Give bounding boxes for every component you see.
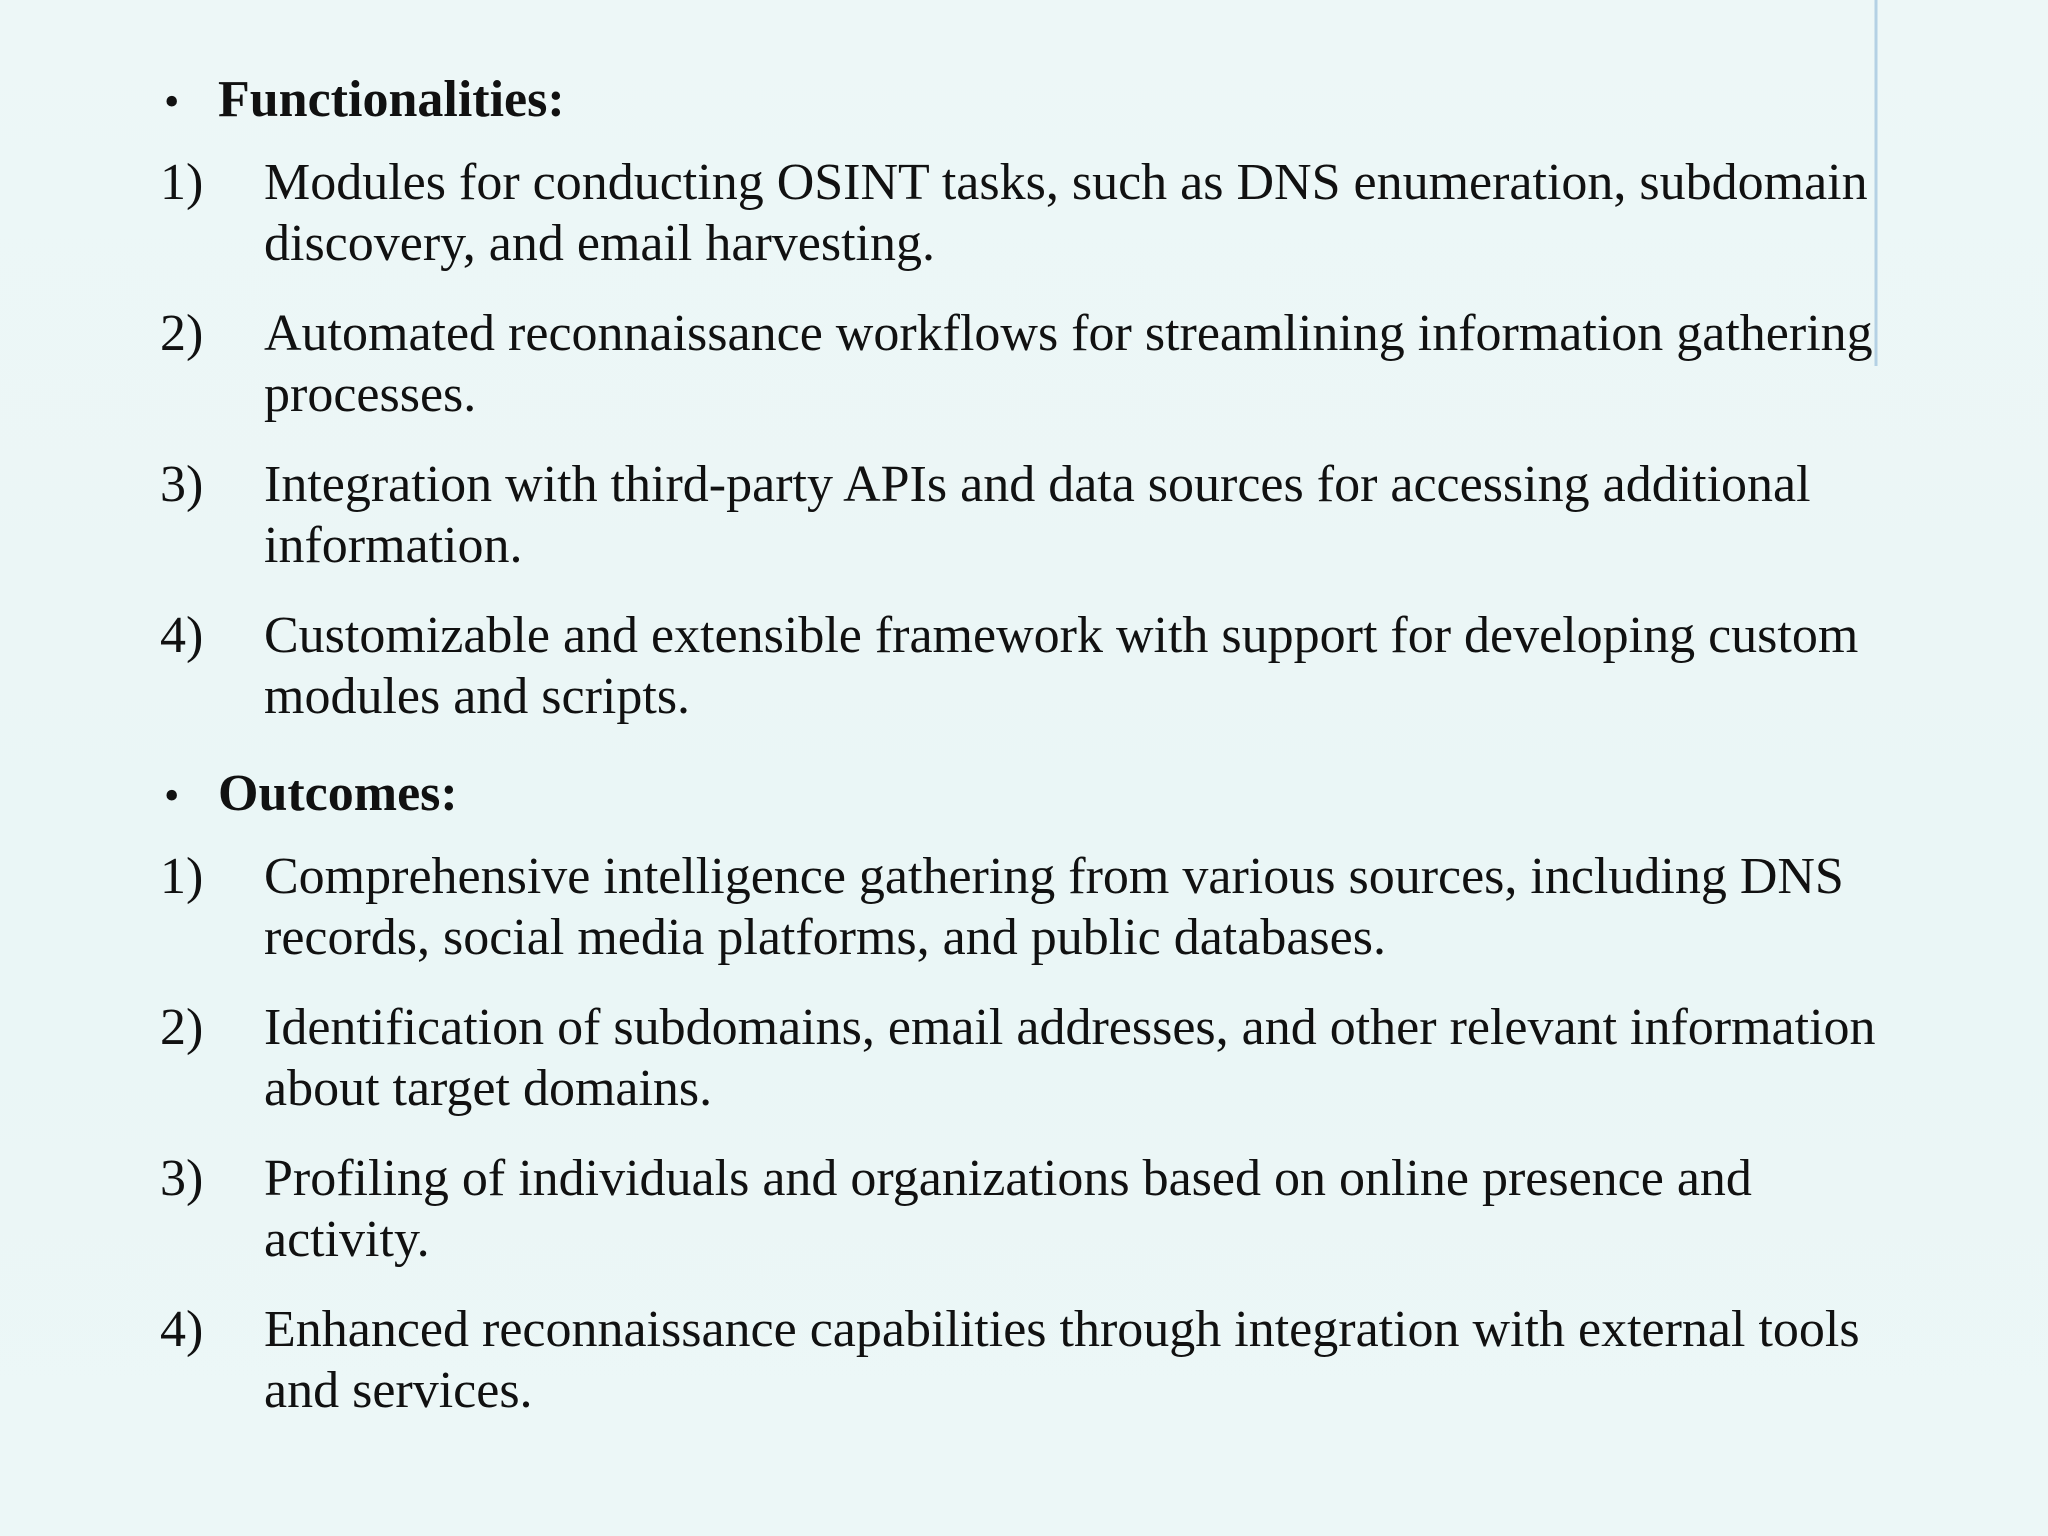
list-item bbox=[160, 454, 1920, 576]
bullet-marker: • bbox=[164, 77, 180, 126]
item-text: Identification of subdomains, email addresses, and other relevant information about target domains. bbox=[264, 999, 1876, 1117]
section-heading bbox=[160, 756, 1920, 832]
item-number: 4) bbox=[160, 607, 204, 664]
item-text: Comprehensive intelligence gathering from various sources, including DNS records, social media platforms, and public databases. bbox=[264, 848, 1844, 966]
list-item bbox=[160, 1299, 1920, 1421]
bullet-marker: • bbox=[164, 771, 180, 820]
item-number: 3) bbox=[160, 456, 204, 513]
item-text: Customizable and extensible framework with support for developing custom modules and scripts. bbox=[264, 607, 1859, 725]
item-number: 1) bbox=[160, 154, 204, 211]
item-number: 3) bbox=[160, 1150, 204, 1207]
list-item bbox=[160, 846, 1920, 968]
section-heading bbox=[160, 62, 1920, 138]
list-item bbox=[160, 303, 1920, 425]
item-number: 2) bbox=[160, 305, 204, 362]
functionalities-heading: Functionalities: bbox=[218, 71, 565, 128]
outcomes-section bbox=[160, 756, 1920, 1421]
item-text: Automated reconnaissance workflows for streamlining information gathering processes. bbox=[264, 305, 1873, 423]
list-item bbox=[160, 605, 1920, 727]
item-number: 4) bbox=[160, 1301, 204, 1358]
functionalities-section bbox=[160, 62, 1920, 727]
list-item bbox=[160, 1148, 1920, 1270]
outcomes-heading: Outcomes: bbox=[218, 765, 458, 822]
slide-content bbox=[160, 62, 1920, 1450]
list-item bbox=[160, 997, 1920, 1119]
item-number: 1) bbox=[160, 848, 204, 905]
item-number: 2) bbox=[160, 999, 204, 1056]
item-text: Profiling of individuals and organizations based on online presence and activity. bbox=[264, 1150, 1752, 1268]
list-item bbox=[160, 152, 1920, 274]
item-text: Modules for conducting OSINT tasks, such as DNS enumeration, subdomain discovery, and email harvesting. bbox=[264, 154, 1868, 272]
item-text: Enhanced reconnaissance capabilities through integration with external tools and services. bbox=[264, 1301, 1860, 1419]
item-text: Integration with third-party APIs and data sources for accessing additional information. bbox=[264, 456, 1811, 574]
